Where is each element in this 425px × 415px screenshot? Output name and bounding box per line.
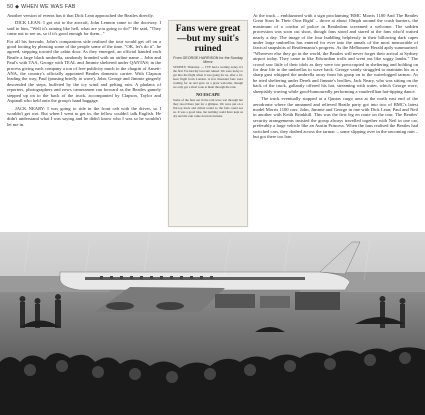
clipping-headline: Fans were great—but my suit's ruined [175,24,241,54]
airport-crowd-photo [0,232,425,415]
clipping-body: SYDNEY, Thursday. — I'VE had a wetting today, it's the first I've had my best suit ruined. We were lucky to get into the flight when it was going for us, after a 16-hour flight from London. A few thousand fans were waiting for us and gave us a great welcome, though we only got a short look at them through the rain. [173,65,243,89]
photo-illustration [0,232,425,415]
right-text-column [253,13,418,141]
paragraph: The truck eventually stopped at a Qantas cargo area at the north east end of the aerodrome where the unnamed and relieved Beatle party got into two of BMC's latest model Morris 1100 cars: John, Jimmie and George in one with Dick Lean; Paul and Neil in another with Keith Brinkhill. This was the first leg en route on the tour. The Beatles' security arrangements insisted the group always travelled together with Neil in one car, preferably a large vehicle like an Austin Princess. When the fans realised the Beatles had switched cars, they dashed across the tarmac – some slipping over in the oncoming rain – but got there too late. [253,96,418,139]
paragraph: At the truck – emblazoned with a sign proclaiming 'BMC Morris 1100 And The Beatles Great Stars In Their Own Right' – drove at about 10mph around the crash barriers, the maximum of a cordon of police in Beatledom screamed a welcome. The sodden procession was soon cut short, though fans stood and stared at the fans who'd waited nearly a day. The image of the four huddling helplessly in their billowing dark capes under large umbrellas has entered for ever into the annals of the most memorable of farcical snapshots of Beatlemania's progress. As the Melbourne Herald aptly summarised: "Wherever else they go in the world, the Beatles will never forget their arrival at Sydney airport today. They came in like Edwardian trolls and went out like soggy lambs." The crowd saw little of their idols as they were too preoccupied in sheltering and holding on for dear life to the umbrellas to wave back. George vainly struggled to maintain his as a sharp gust whipped the umbrella away from his grasp on to the waterlogged tarmac. As he tried sheltering under Derek and Jimmie's brollies, Jack Neary, who was sitting on the back of the truck, gallantly offered his hat, streaming with water, which George wore, sheepishly waving while good-humouredly performing a vaudevillian hat-tipping dance. [253,13,419,94]
paragraph: DICK LEAN: I got out to the aircraft, John Lennon came to the doorway. I said to him, "Well it's raining like hell, what are you going to do?" He said, "They came out to see us, so if it's good enough for them..." [7,20,161,37]
left-text-column [7,13,161,129]
clipping-subhead: NO ESCAPE [196,92,220,98]
paragraph: For all his bravado, John's companions side realised the tour would get off on a good footing by pleasing some of the people some of the time. "OK, let's do it". he agreed, stepping toward the cabin door. As they emerged, an official handed each Beatle a large black umbrella, randomly branded with an airline name – John and Paul's with TAA, George with TEAL and Jimmie sheltered under QANTAS; in the process giving each company a ton of free publicity much to the chagrin of Ansett-ANA, the country's officially appointed Beatles domestic carrier. With Clapson leading the way, Paul (pausing briefly to wave), John, George and Jimmie gingerly descended the steps, buffeted by the icy wind and pelting rain. A phalanx of reporters, photographers and news cameramen ran forward as the Beatles gamely stepped up on to the back of the truck, accompanied by Clapson, Taylor and Aspinall who held onto the group's hand baggage. [7,38,161,104]
running-header: 50 ◆ WHEN WE WAS FAB [7,4,76,10]
newspaper-clipping [168,20,248,227]
clipping-body: Some of the fans out in the rain were wet through but they stood there just for a glimpse. We were put on a flat-top truck and driven round so the fans could see us. It was a good idea, but nothing could have kept us dry and the rain came down in buckets. [173,98,243,119]
clipping-byline: From GEORGE HARRISON for the Sunday Mirror [173,56,243,64]
paragraph: Another version of events has it that Dick Lean approached the Beatles directly. [7,13,154,18]
paragraph: JACK NEARY: I was going to ride in the front cab with the driver, so I wouldn't get wet. But when I went to get in, the fellow couldn't talk English. He didn't understand what I was saying and he didn't know who I was so he wouldn't let me in. [7,105,161,127]
